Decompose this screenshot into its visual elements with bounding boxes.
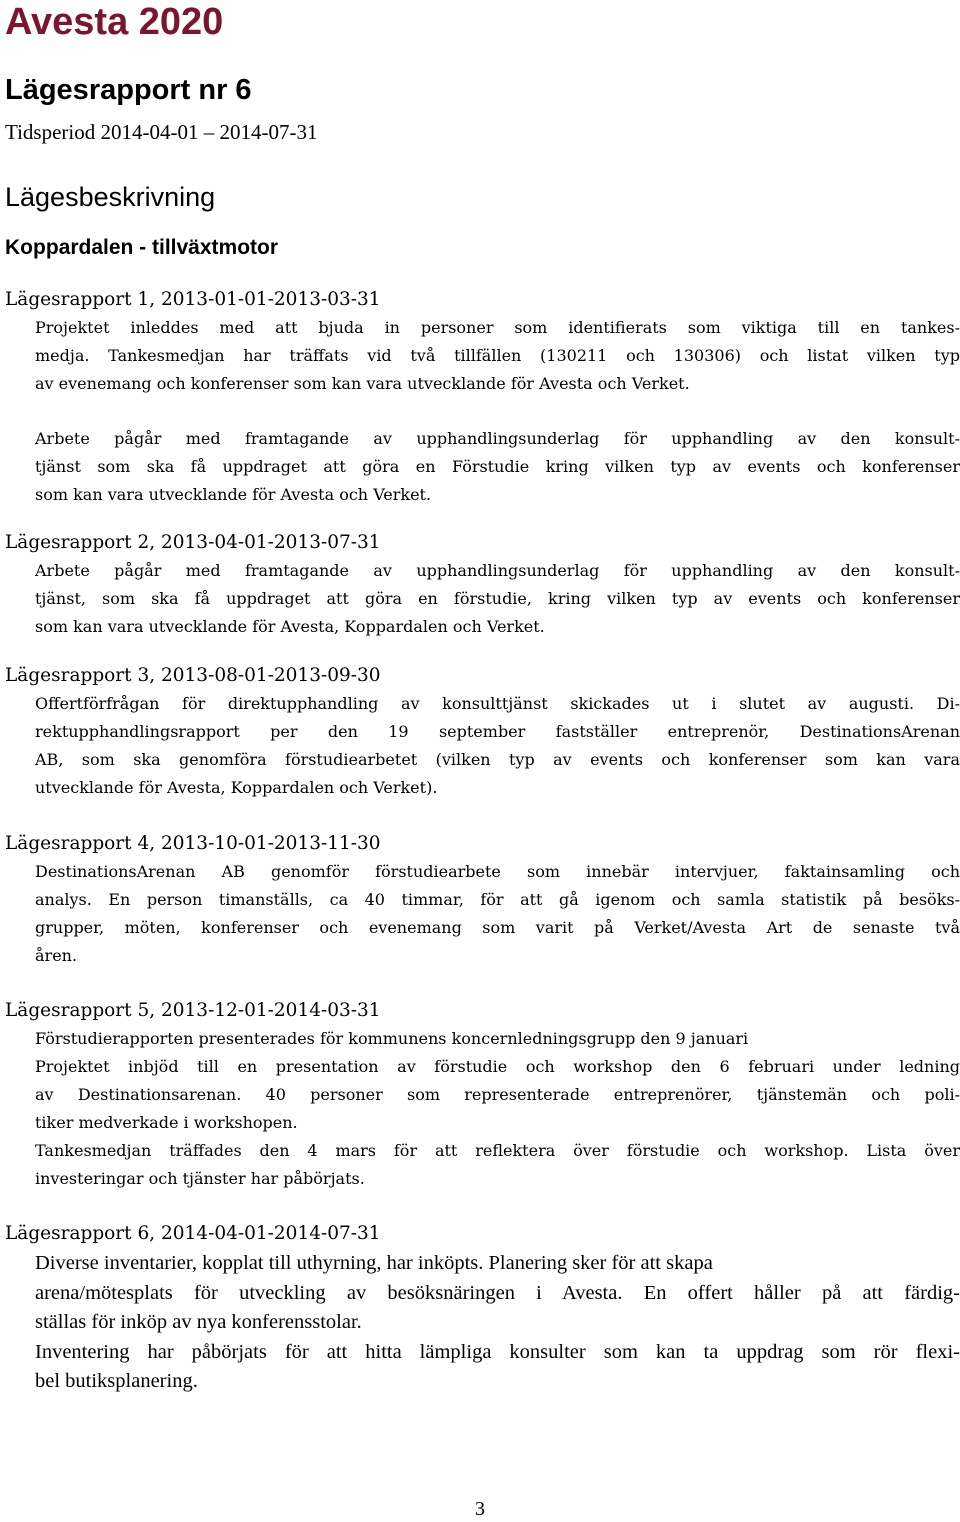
report-6-line-5: bel butiksplanering.	[35, 1370, 198, 1392]
report-6-line-1: Diverse inventarier, kopplat till uthyrning, har inköpts. Planering sker för att skapa	[35, 1252, 713, 1274]
report-6-title: Lägesrapport 6, 2014-04-01-2014-07-31	[5, 1223, 381, 1244]
report-1-line-2: medja. Tankesmedjan har träffats vid två tillfällen (130211 och 130306) och listat vilken typ	[35, 346, 960, 365]
report-4-line-2: analys. En person timanställs, ca 40 timmar, för att gå igenom och samla statistik på besöks-	[35, 890, 960, 909]
report-2-line-1: Arbete pågår med framtagande av upphandlingsunderlag för upphandling av den konsult-	[35, 561, 960, 580]
report-6-line-4: Inventering har påbörjats för att hitta lämpliga konsulter som kan ta uppdrag som rör flexi-	[35, 1341, 960, 1363]
report-3-title: Lägesrapport 3, 2013-08-01-2013-09-30	[5, 665, 381, 686]
report-3-line-3: AB, som ska genomföra förstudiearbetet (vilken typ av events och konferenser som kan vara	[35, 750, 960, 769]
report-1-line-6: som kan vara utvecklande för Avesta och Verket.	[35, 485, 432, 504]
report-1-line-3: av evenemang och konferenser som kan vara utvecklande för Avesta och Verket.	[35, 374, 690, 393]
section-title: Lägesbeskrivning	[5, 182, 216, 212]
report-5-line-4: tiker medverkade i workshopen.	[35, 1113, 298, 1132]
report-3-line-2: rektupphandlingsrapport per den 19 september fastställer entreprenör, DestinationsArenan	[35, 722, 960, 741]
report-2-title: Lägesrapport 2, 2013-04-01-2013-07-31	[5, 532, 381, 553]
report-5-line-6: investeringar och tjänster har påbörjats.	[35, 1169, 365, 1188]
report-1-line-1: Projektet inleddes med att bjuda in personer som identifierats som viktiga till en tankes-	[35, 318, 960, 337]
report-5-title: Lägesrapport 5, 2013-12-01-2014-03-31	[5, 1000, 381, 1021]
report-5-line-1: Förstudierapporten presenterades för kommunens koncernledningsgrupp den 9 januari	[35, 1029, 749, 1048]
report-2-line-3: som kan vara utvecklande för Avesta, Koppardalen och Verket.	[35, 617, 545, 636]
report-4-line-3: grupper, möten, konferenser och evenemang som varit på Verket/Avesta Art de senaste två	[35, 918, 960, 937]
report-5-line-2: Projektet inbjöd till en presentation av förstudie och workshop den 6 februari under ledning	[35, 1057, 960, 1076]
report-3-line-4: utvecklande för Avesta, Koppardalen och Verket).	[35, 778, 438, 797]
page-number: 3	[475, 1498, 485, 1520]
report-4-line-4: åren.	[35, 946, 78, 965]
report-6-line-3: ställas för inköp av nya konferensstolar.	[35, 1311, 362, 1333]
report-1-title: Lägesrapport 1, 2013-01-01-2013-03-31	[5, 289, 381, 310]
report-6-line-2: arena/mötesplats för utveckling av besöksnäringen i Avesta. En offert håller på att färdig-	[35, 1282, 960, 1304]
report-4-line-1: DestinationsArenan AB genomför förstudiearbete som innebär intervjuer, faktainsamling och	[35, 862, 960, 881]
brand-title: Avesta 2020	[5, 1, 224, 43]
report-1-line-4: Arbete pågår med framtagande av upphandlingsunderlag för upphandling av den konsult-	[35, 429, 960, 448]
period-line: Tidsperiod 2014-04-01 – 2014-07-31	[5, 120, 318, 144]
report-2-line-2: tjänst, som ska få uppdraget att göra en förstudie, kring vilken typ av events och konferenser	[35, 589, 960, 608]
report-5-line-5: Tankesmedjan träffades den 4 mars för att reflektera över förstudie och workshop. Lista över	[35, 1141, 960, 1160]
report-4-title: Lägesrapport 4, 2013-10-01-2013-11-30	[5, 833, 381, 854]
project-title: Koppardalen - tillväxtmotor	[5, 236, 279, 259]
report-title: Lägesrapport nr 6	[5, 74, 252, 106]
report-1-line-5: tjänst som ska få uppdraget att göra en Förstudie kring vilken typ av events och konferenser	[35, 457, 960, 476]
report-5-line-3: av Destinationsarenan. 40 personer som representerade entreprenörer, tjänstemän och poli-	[35, 1085, 960, 1104]
report-3-line-1: Offertförfrågan för direktupphandling av konsulttjänst skickades ut i slutet av augusti. Di-	[35, 694, 960, 713]
